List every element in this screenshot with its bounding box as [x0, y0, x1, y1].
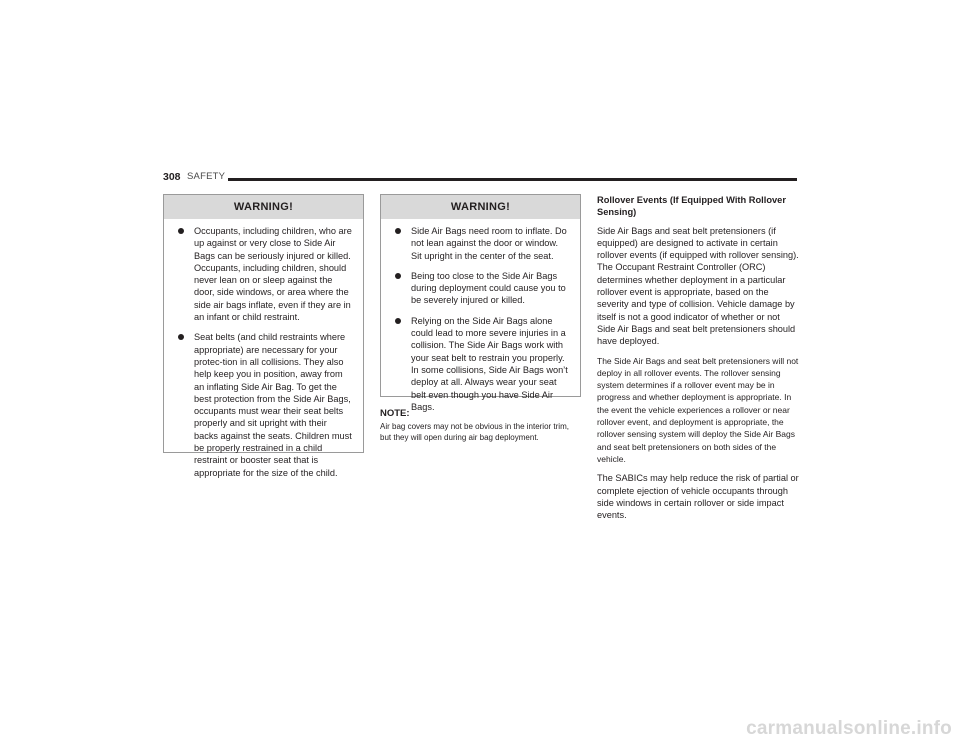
warning-box-left	[163, 194, 364, 478]
page-number: 308	[163, 171, 181, 183]
warning-item: Occupants, including children, who are up against or very close to Side Air Bags can be seriously injured or killed. Occupants, including children, should never lean on or sleep against the door, side windows, or area where the side air bags inflate, even if they are in an infant or child restraint.	[176, 225, 353, 323]
bullet-icon	[178, 334, 184, 340]
warning-list	[164, 219, 363, 485]
warning-box-middle	[380, 194, 581, 412]
rollover-paragraph: Side Air Bags and seat belt pretensioners (if equipped) are designed to activate in certain rollover events (if equipped with rollover sensing). The Occupant Restraint Controller (ORC) determines whether deployment in a particular rollover event is appropriate, based on the severity and type of collision. Vehicle damage by itself is not a good indicator of whether or not Side Air Bags and seat belt pretensioners should have deployed.	[597, 225, 799, 347]
warning-title: WARNING!	[381, 195, 580, 219]
watermark: carmanualsonline.info	[746, 718, 952, 739]
note-block	[380, 408, 580, 444]
rollover-heading: Rollover Events (If Equipped With Rollover Sensing)	[597, 195, 786, 218]
warning-item: Being too close to the Side Air Bags during deployment could cause you to be severely injured or killed.	[393, 270, 570, 307]
bullet-icon	[178, 228, 184, 234]
warning-title: WARNING!	[164, 195, 363, 219]
header-rule	[228, 178, 797, 181]
section-title: SAFETY	[187, 171, 226, 182]
bullet-icon	[395, 273, 401, 279]
note-title: NOTE:	[380, 408, 410, 419]
warning-list	[381, 219, 580, 419]
bullet-icon	[395, 228, 401, 234]
warning-item: Side Air Bags need room to inflate. Do not lean against the door or window. Sit upright in the center of the seat.	[393, 225, 570, 262]
bullet-icon	[395, 318, 401, 324]
rollover-paragraph: The Side Air Bags and seat belt pretensioners will not deploy in all rollover events. The rollover sensing system determines if a rollover event may be in progress and whether deployment is appropriate. In the event the vehicle experiences a rollover or near rollover event, and deployment is appropriate, the rollover sensing system will deploy the Side Air Bags and seat belt pretensioners on both sides of the vehicle.	[597, 355, 799, 464]
note-text: Air bag covers may not be obvious in the interior trim, but they will open during air bag deployment.	[380, 422, 569, 443]
rollover-paragraph: The SABICs may help reduce the risk of partial or complete ejection of vehicle occupants through side windows in certain rollover or side impact events.	[597, 473, 799, 521]
rollover-section	[597, 194, 799, 528]
page-header	[163, 171, 797, 187]
warning-item: Seat belts (and child restraints where appropriate) are necessary for your protec-tion in all collisions. They also help keep you in position, away from an inflating Side Air Bag. To get the best protection from the Side Air Bags, occupants must wear their seat belts properly and sit upright with their backs against the seats. Children must be properly restrained in a child restraint or booster seat that is appropriate for the size of the child.	[176, 331, 353, 479]
warning-item: Relying on the Side Air Bags alone could lead to more severe injuries in a collision. The Side Air Bags work with your seat belt to restrain you properly. In some collisions, Side Air Bags won’t deploy at all. Always wear your seat belt even though you have Side Air Bags.	[393, 315, 570, 413]
